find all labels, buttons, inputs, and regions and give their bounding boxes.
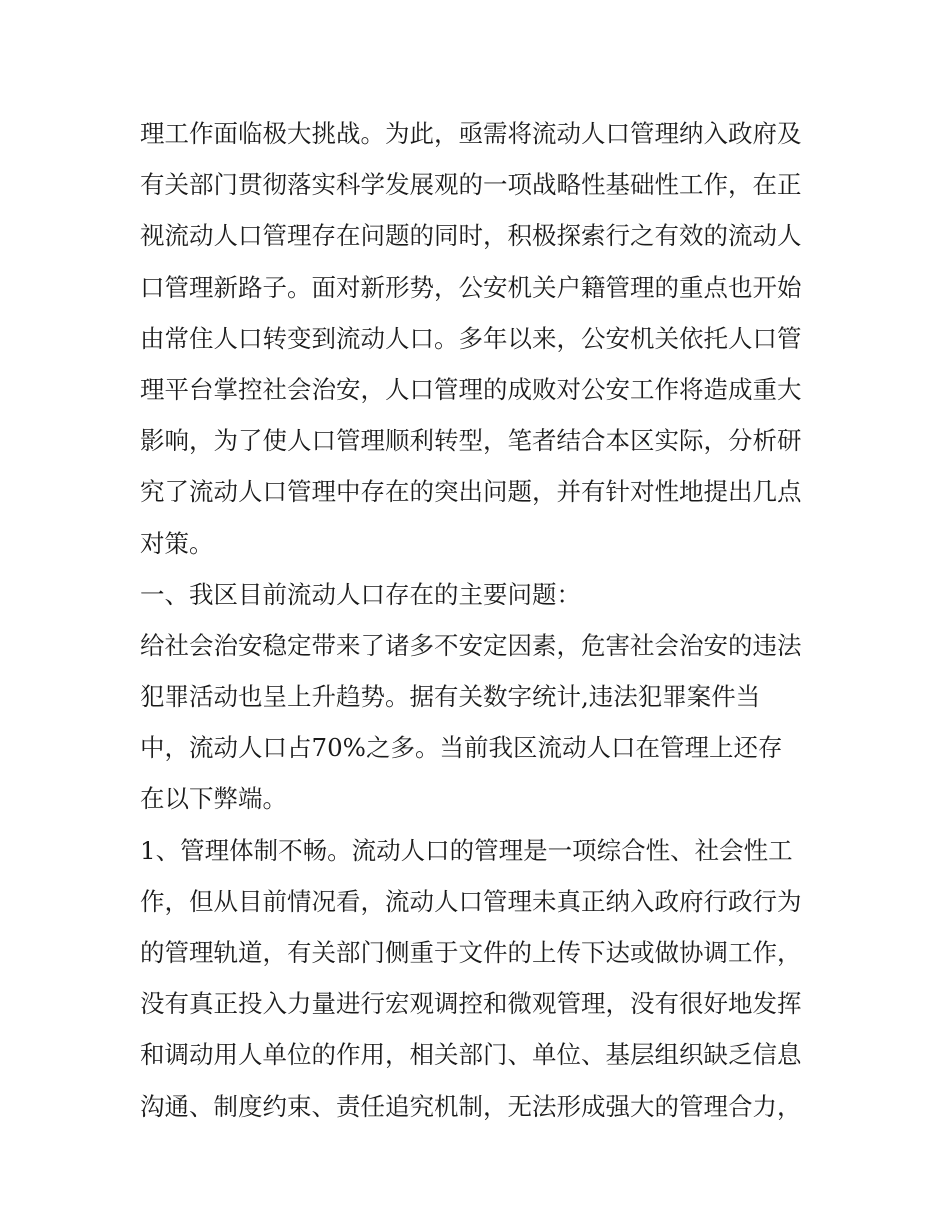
text-line: 究了流动人口管理中存在的突出问题，并有针对性地提出几点 <box>140 477 802 507</box>
section-heading: 一、我区目前流动人口存在的主要问题： <box>140 579 581 609</box>
body-text <box>140 108 820 1132</box>
text-line: 和调动用人单位的作用，相关部门、单位、基层组织缺乏信息 <box>140 1040 802 1070</box>
text-line: 的管理轨道，有关部门侧重于文件的上传下达或做协调工作， <box>140 938 802 967</box>
text-line: 理工作面临极大挑战。为此，亟需将流动人口管理纳入政府及 <box>140 119 802 148</box>
text-line: 在以下弊端。 <box>140 784 287 814</box>
text-line: 理平台掌控社会治安，人口管理的成败对公安工作将造成重大 <box>140 374 802 404</box>
text-line: 作，但从目前情况看，流动人口管理未真正纳入政府行政行为 <box>140 886 802 916</box>
text-line: 由常住人口转变到流动人口。多年以来，公安机关依托人口管 <box>140 323 802 353</box>
text-line: 犯罪活动也呈上升趋势。据有关数字统计,违法犯罪案件当 <box>140 682 761 712</box>
text-line: 没有真正投入力量进行宏观调控和微观管理，没有很好地发挥 <box>140 989 802 1019</box>
text-line: 中，流动人口占70%之多。当前我区流动人口在管理上还存 <box>140 733 783 763</box>
text-line: 有关部门贯彻落实科学发展观的一项战略性基础性工作，在正 <box>140 170 802 200</box>
text-line: 口管理新路子。面对新形势，公安机关户籍管理的重点也开始 <box>140 272 802 302</box>
text-line: 影响，为了使人口管理顺利转型，笔者结合本区实际，分析研 <box>140 426 802 456</box>
text-line: 给社会治安稳定带来了诸多不安定因素，危害社会治安的违法 <box>140 630 802 660</box>
text-line: 1、管理体制不畅。流动人口的管理是一项综合性、社会性工 <box>140 835 793 865</box>
text-line: 视流动人口管理存在问题的同时，积极探索行之有效的流动人 <box>140 221 802 251</box>
text-line: 沟通、制度约束、责任追究机制，无法形成强大的管理合力， <box>140 1091 802 1121</box>
text-line: 对策。 <box>140 528 214 558</box>
